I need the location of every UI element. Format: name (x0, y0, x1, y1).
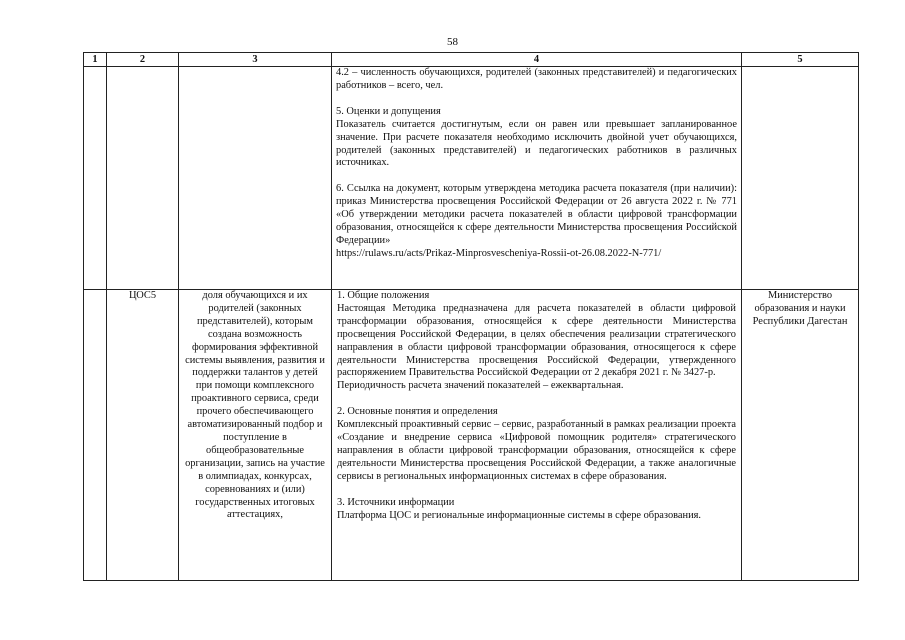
formula-variable-text: 4.2 – численность обучающихся, родителей (законных представителей) и педагогических работников – всего, чел. (336, 67, 737, 91)
table-header-row (84, 53, 859, 67)
indicator-code: ЦОС5 (107, 290, 179, 581)
table-row (84, 67, 859, 290)
section-text: Периодичность расчета значений показателей – ежеквартальная. (337, 380, 624, 392)
indicator-name: доля обучающихся и их родителей (законных представителей), которым создана возможность формирования эффективной системы выявления, развития и поддержки талантов у детей при помощи комплексного проактивного сервиса, среди прочего обеспечивающего автоматизированный подбор и поступление в общеобразовательные организации, запись на участие в олимпиадах, конкурсах, соревнованиях и (или) государственных итоговых аттестациях, (179, 290, 332, 581)
document-reference-text: 6. Ссылка на документ, которым утверждена методика расчета показателя (при наличии): приказ Министерства просвещения Российской Федерации от 26 августа 2022 г. № 771 «Об утверждении методики расчета показателей в области цифровой трансформации образования, относящейся к сфере деятельности Министерства просвещения Российской Федерации» (336, 183, 737, 246)
document-link[interactable]: https://rulaws.ru/acts/Prikaz-Minprosvescheniya-Rossii-ot-26.08.2022-N-771/ (336, 247, 662, 259)
column-header-1: 1 (84, 53, 107, 67)
row1-col2-cell (107, 67, 179, 290)
section-text: Платформа ЦОС и региональные информационные системы в сфере образования. (337, 509, 702, 521)
column-header-3: 3 (179, 53, 332, 67)
page-number: 58 (447, 36, 458, 48)
column-header-5: 5 (742, 53, 859, 67)
table-row (84, 290, 859, 581)
row1-col3-cell (179, 67, 332, 290)
document-table (83, 52, 859, 581)
row2-col1-cell (84, 290, 107, 581)
section-text: Настоящая Методика предназначена для расчета показателей в области цифровой трансформации образования, относящейся к сфере деятельности Министерства просвещения Российской Федерации, в целях обеспечения реализации стратегического направления в области цифровой трансформации образования, относящегося к сфере деятельности Министерства просвещения Российской Федерации, утвержденного распоряжением Правительства Российской Федерации от 2 декабря 2021 г. № 3427-р. (337, 302, 736, 379)
row1-col5-cell (742, 67, 859, 290)
row2-methodology-cell (332, 290, 742, 581)
column-header-2: 2 (107, 53, 179, 67)
section-heading: 2. Основные понятия и определения (337, 406, 498, 418)
section-heading: 1. Общие положения (337, 290, 430, 301)
section-text: Показатель считается достигнутым, если он равен или превышает запланированное значение. При расчете показателя необходимо исключить двойной учет обучающихся, родителей (законных представителей) и педагогических работников в различных источниках. (336, 118, 737, 169)
row1-col1-cell (84, 67, 107, 290)
section-heading: 3. Источники информации (337, 496, 455, 508)
row1-methodology-cell (332, 67, 742, 290)
section-heading: 5. Оценки и допущения (336, 105, 441, 117)
section-text: Комплексный проактивный сервис – сервис, разработанный в рамках реализации проекта «Создание и внедрение сервиса «Цифровой помощник родителя» стратегического направления в области цифровой трансформации образования, относящейся к сфере деятельности Министерства просвещения Российской Федерации, а также аналогичные сервисы в региональных информационных системах в сфере образования. (337, 419, 736, 482)
column-header-4: 4 (332, 53, 742, 67)
responsible-authority: Министерство образования и науки Республики Дагестан (742, 290, 859, 581)
